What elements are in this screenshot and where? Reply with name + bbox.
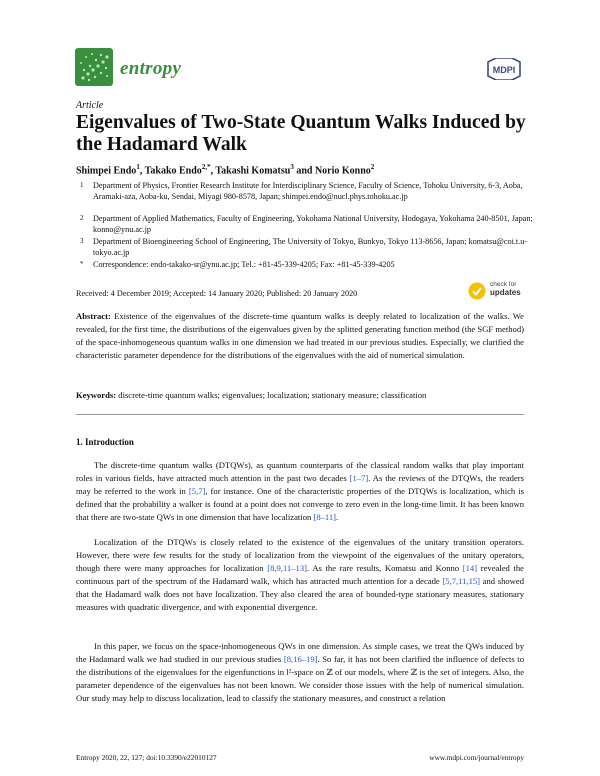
author-name: Shimpei Endo bbox=[76, 165, 137, 177]
citation-link[interactable]: [5,7] bbox=[188, 486, 206, 497]
journal-logo-icon bbox=[75, 48, 113, 86]
keywords-label: Keywords: bbox=[76, 390, 117, 400]
citation-link[interactable]: [8–11] bbox=[313, 512, 337, 523]
section-heading: 1. Introduction bbox=[76, 437, 134, 447]
check-updates-icon bbox=[468, 282, 486, 300]
abstract-label: Abstract: bbox=[76, 311, 111, 321]
abstract bbox=[76, 310, 524, 362]
author-affiliation-mark: 2 bbox=[370, 163, 375, 171]
citation-link[interactable]: [1–7] bbox=[349, 473, 369, 484]
paper-title: Eigenvalues of Two-State Quantum Walks Induced by the Hadamard Walk bbox=[76, 112, 526, 155]
section-divider bbox=[76, 414, 524, 415]
footer-citation: Entropy 2020, 22, 127; doi:10.3390/e22010127 bbox=[76, 753, 217, 762]
citation-link[interactable]: [14] bbox=[462, 563, 478, 574]
affiliation: 2 Department of Applied Mathematics, Faculty of Engineering, Yokohama National University, Hodogaya, Yokohama 240-8501, Japan; konno@ynu.ac.jp bbox=[80, 214, 533, 235]
author-affiliation-mark: 3 bbox=[290, 163, 294, 171]
citation-link[interactable]: [5,7,11,15] bbox=[442, 576, 481, 587]
publication-dates: Received: 4 December 2019; Accepted: 14 January 2020; Published: 20 January 2020 bbox=[76, 289, 358, 298]
author-name: Takako Endo bbox=[144, 165, 202, 177]
check-for-updates-badge[interactable] bbox=[468, 280, 530, 304]
citation-link[interactable]: [8,9,11–13] bbox=[267, 563, 307, 574]
check-updates-line2: updates bbox=[490, 288, 521, 297]
footer-url[interactable]: www.mdpi.com/journal/entropy bbox=[429, 753, 524, 762]
affiliation: 3 Department of Bioengineering School of Engineering, The University of Tokyo, Bunkyo, Tokyo 113-8656, Japan; komatsu@coi.t.u-tokyo.ac.jp bbox=[80, 237, 528, 258]
article-type: Article bbox=[76, 100, 104, 111]
svg-text:MDPI: MDPI bbox=[492, 65, 516, 75]
author-affiliation-mark: 2,* bbox=[201, 163, 211, 171]
affiliation: 1 Department of Physics, Frontier Research Institute for Interdisciplinary Science, Faculty of Science, Tohoku University, 6-3, Aoba, Aramaki-aza, Aoba-ku, Sendai, Miyagi 980-8578, Japan; shimpei.endo@nucl.phys.tohoku.ac.jp bbox=[80, 181, 523, 202]
check-updates-line1: check for bbox=[490, 281, 517, 288]
mdpi-logo-icon bbox=[484, 58, 524, 80]
paragraph: Localization of the DTQWs is closely related to the existence of the eigenvalues of the unitary transition operators. However, there were few results for the study of localization from the viewpoint of the eigenvalues of the unitary operators, though there were many approaches for localization [8,9,11–13]. As the rare results, Komatsu and Konno [14] revealed the continuous part of the spectrum of the Hadamard walk, which has attracted much attention for a decade [5,7,11,15] and showed that the Hadamard walk does not have localization. They also cleared the area of bounded-type stationary measures, stationary measures with quadratic divergence, and with exponential divergence. bbox=[76, 537, 524, 613]
paragraph: In this paper, we focus on the space-inhomogeneous QWs in one dimension. As simple cases, we treat the QWs induced by the Hadamard walk we had studied in our previous studies [8,16–19]. So far, it has not been clarified the influence of defects to the distributions of the eigenvalues for the eigenfunctions in l²-space on ℤ of our models, where ℤ is the set of integers. Also, the parameter dependence of the eigenvalues has not been known. We consider those issues with the help of numerical simulation. Our study may help to discuss localization, lead to classify the stationary measures, and construct a relation bbox=[76, 641, 525, 704]
paragraph: The discrete-time quantum walks (DTQWs), as quantum counterparts of the classical random walks that play important roles in various fields, have attracted much attention in the past two decades [1–7]. As the reviews of the DTQWs, the readers may be referred to the work in [5,7], for instance. One of the characteristic properties of the DTQWs is localization, which is defined that the probability a walker is found at a point does not converge to zero even in the long-time limit. It has been known that there are two-state QWs in one dimension that have localization [8–11]. bbox=[76, 460, 524, 523]
author-list: Shimpei Endo$^1$, Takako Endo$^{2,*}$, Takashi Komatsu$^3$ and Norio Konno$^2$ bbox=[76, 163, 375, 177]
keywords-text: discrete-time quantum walks; eigenvalues; localization; stationary measure; classification bbox=[118, 390, 427, 400]
journal-name: entropy bbox=[120, 58, 182, 79]
author-name: Takashi Komatsu bbox=[215, 165, 291, 177]
correspondence: * Correspondence: endo-takako-sr@ynu.ac.jp; Tel.: +81-45-339-4205; Fax: +81-45-339-4205 bbox=[80, 260, 395, 269]
citation-link[interactable]: [8,16–19] bbox=[283, 654, 318, 665]
abstract-text: Existence of the eigenvalues of the discrete-time quantum walks is deeply related to localization of the walks. We revealed, for the first time, the distributions of the eigenvalues given by the splitted generating function method (the SGF method) of the space-inhomogeneous quantum walks in one dimension we had treated in our previous studies. Especially, we clarified the characteristic parameter dependence for the distributions of the eigenvalues with the aid of numerical simulation. bbox=[76, 311, 524, 360]
author-affiliation-mark: 1 bbox=[136, 163, 140, 171]
keywords bbox=[76, 389, 524, 402]
author-name: Norio Konno bbox=[314, 165, 371, 177]
